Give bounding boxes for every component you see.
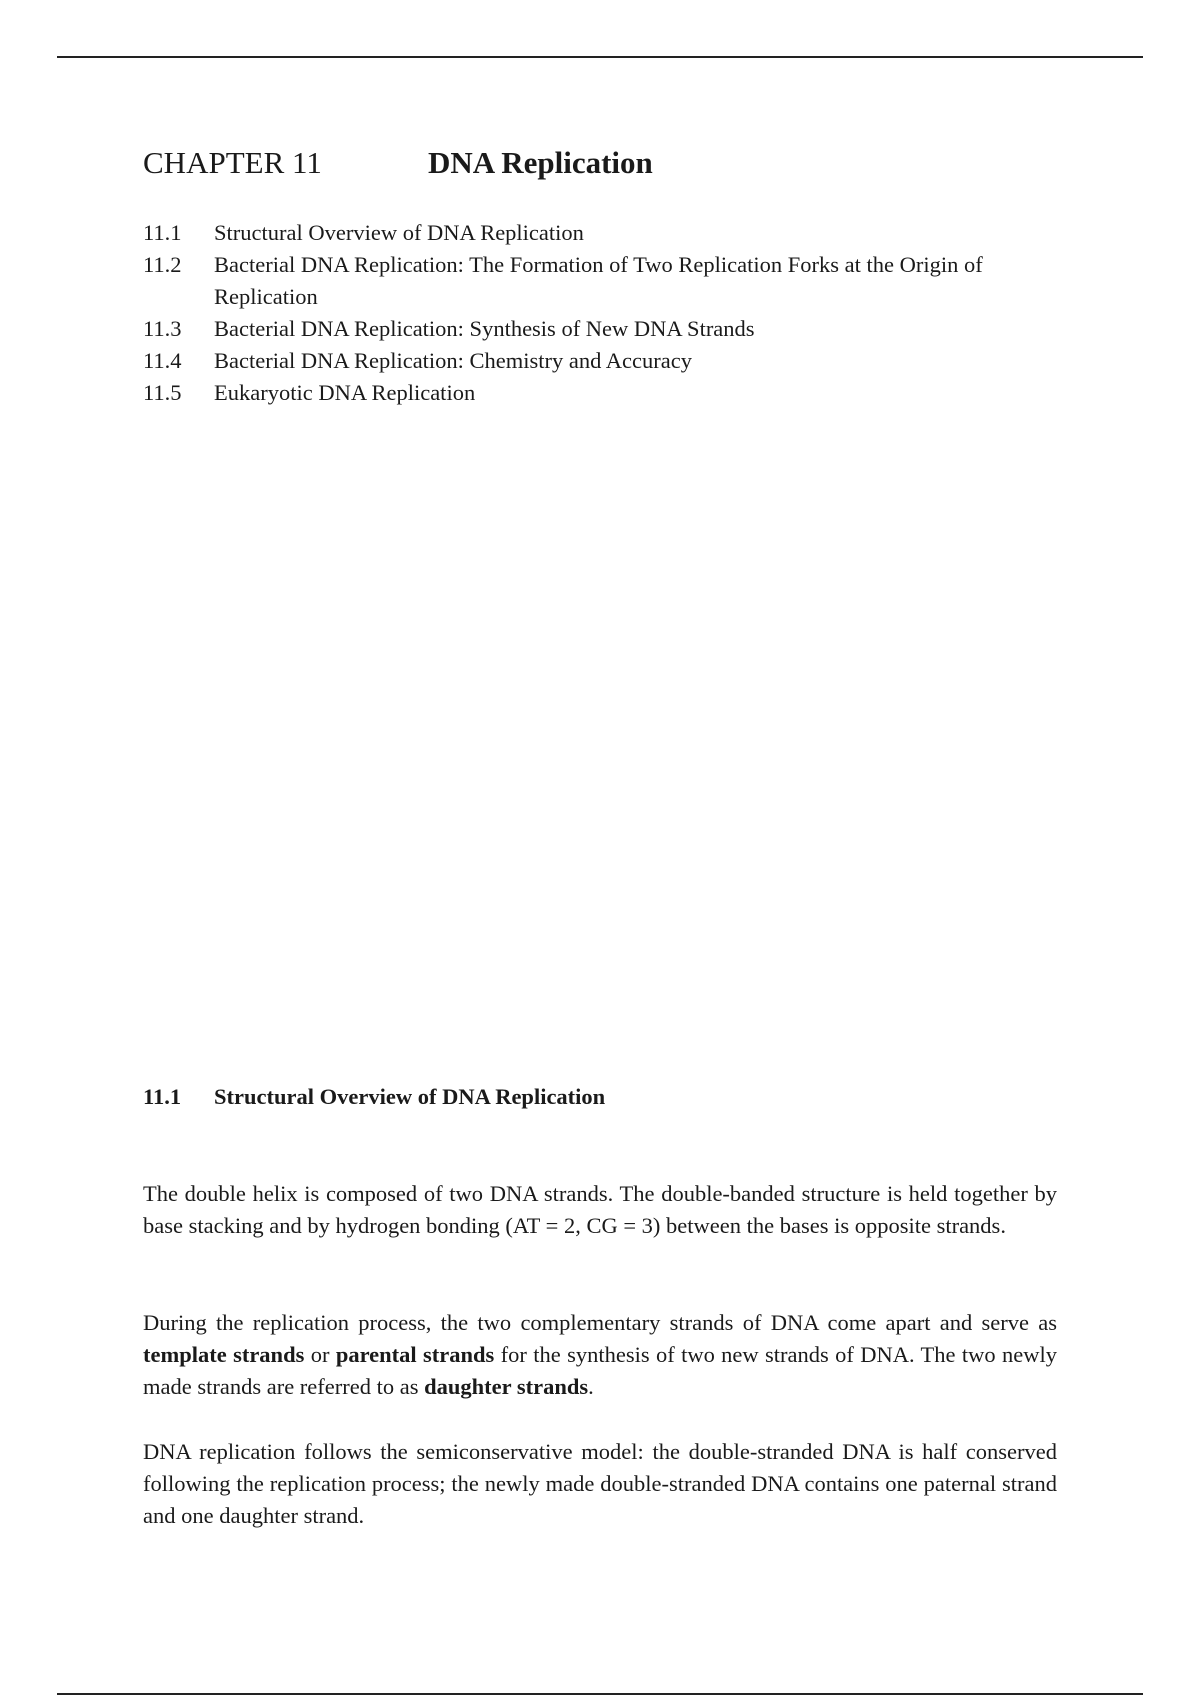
paragraph-double-helix: The double helix is composed of two DNA strands. The double-banded structure is held together by base stacking and by hydrogen bonding (AT = 2, CG = 3) between the bases is opposite strands. (143, 1181, 1057, 1238)
footer-rule (57, 1693, 1143, 1695)
chapter-label: CHAPTER 11 (143, 145, 322, 180)
toc-item-number: 11.1 (143, 220, 182, 245)
toc-item-number: 11.4 (143, 348, 182, 373)
paragraph-text: During the replication process, the two complementary strands of DNA come apart and serve as (143, 1310, 1057, 1335)
toc-item (143, 377, 1057, 409)
paragraph-text: or (304, 1342, 336, 1367)
section-heading (143, 1081, 1057, 1113)
toc-item-title: Eukaryotic DNA Replication (214, 380, 476, 405)
toc-item-title: Bacterial DNA Replication: Chemistry and Accuracy (214, 348, 692, 373)
toc-item-title: Bacterial DNA Replication: The Formation of Two Replication Forks at the Origin of Replication (214, 252, 983, 309)
table-of-contents (143, 217, 1057, 409)
header-rule (57, 56, 1143, 58)
toc-item (143, 313, 1057, 345)
term-parental-strands: parental strands (335, 1342, 495, 1367)
toc-item-title: Bacterial DNA Replication: Synthesis of New DNA Strands (214, 316, 755, 341)
term-template-strands: template strands (143, 1342, 305, 1367)
toc-item-number: 11.5 (143, 380, 182, 405)
toc-item-number: 11.2 (143, 252, 182, 277)
paragraph-semiconservative: DNA replication follows the semiconservative model: the double-stranded DNA is half conserved following the replication process; the newly made double-stranded DNA contains one paternal strand and one daughter strand. (143, 1439, 1057, 1528)
toc-item (143, 249, 1057, 313)
chapter-title: DNA Replication (428, 145, 653, 180)
chapter-heading (143, 141, 1063, 185)
toc-item (143, 345, 1057, 377)
toc-item-title: Structural Overview of DNA Replication (214, 220, 584, 245)
toc-item-number: 11.3 (143, 316, 182, 341)
toc-item (143, 217, 1057, 249)
paragraph-text: . (588, 1374, 594, 1399)
paragraph-text: for the synthesis of two new strands of DNA. The two newly made strands are referred to as (143, 1342, 1057, 1399)
term-daughter-strands: daughter strands (424, 1374, 589, 1399)
section-number: 11.1 (143, 1084, 182, 1109)
section-title: Structural Overview of DNA Replication (214, 1084, 606, 1109)
paragraph-replication-process (143, 1307, 1057, 1403)
